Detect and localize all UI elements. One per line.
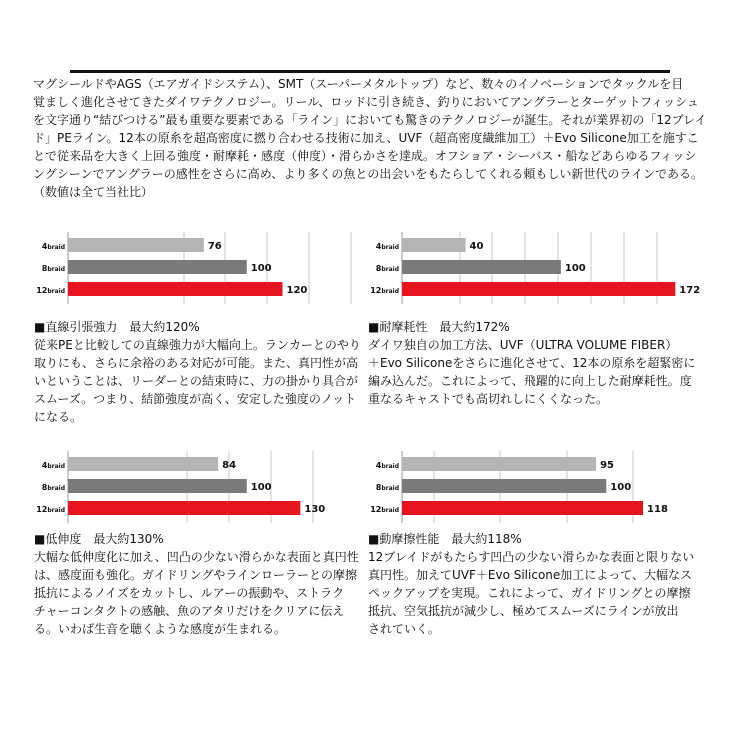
top-rule xyxy=(70,70,670,73)
section-line: ペックアップを実現。これによって、ガイドリングとの摩擦 xyxy=(368,586,691,600)
value-label: 100 xyxy=(610,482,632,493)
section-heading: ■動摩擦性能 最大約118% xyxy=(368,532,522,546)
section-abrasion-resistance xyxy=(368,318,702,408)
value-label: 120 xyxy=(286,285,308,296)
chart-dynamic-friction xyxy=(368,451,698,523)
section-line: 大幅な低伸度化に加え、凹凸の少ない滑らかな表面と真円性 xyxy=(34,550,359,564)
bar-4braid xyxy=(402,238,466,252)
abrasion-resistance-bar-chart xyxy=(368,232,701,304)
value-label: 172 xyxy=(679,285,701,296)
chart-tensile-strength xyxy=(34,232,364,304)
bar-8braid xyxy=(402,260,561,274)
category-label: 8braid xyxy=(375,264,399,273)
section-line: 従来PEと比較しての直線強力が大幅向上。ランカーとのやり xyxy=(34,338,361,352)
category-label: 4braid xyxy=(41,242,65,251)
dynamic-friction-bar-chart xyxy=(368,451,698,523)
value-label: 100 xyxy=(564,263,586,274)
bar-4braid xyxy=(68,457,218,471)
category-label: 12braid xyxy=(370,505,399,514)
category-label: 12braid xyxy=(36,505,65,514)
chart-low-elongation xyxy=(34,451,364,523)
intro-line: ド」PEライン。12本の原糸を超高密度に撚り合わせる技術に加え、UVF（超高密度繊維加工）＋Evo Silicone加工を施すこ xyxy=(33,131,699,145)
value-label: 40 xyxy=(469,241,484,252)
section-line: されていく。 xyxy=(368,622,440,636)
bar-8braid xyxy=(68,260,247,274)
intro-line: ングシーンでアングラーの感性をさらに高め、より多くの魚との出会いをもたらしてくれる頼もしい新世代のラインである。 xyxy=(33,167,703,181)
section-line: ダイワ独自の加工方法、UVF（ULTRA VOLUME FIBER） xyxy=(368,338,678,352)
category-label: 4braid xyxy=(41,461,65,470)
section-line: ＋Evo Siliconeをさらに進化させて、12本の原糸を超緊密に xyxy=(368,356,696,370)
section-line: 重なるキャストでも高切れしにくくなった。 xyxy=(368,392,609,406)
chart-abrasion-resistance xyxy=(368,232,701,304)
category-label: 12braid xyxy=(370,286,399,295)
category-label: 4braid xyxy=(375,242,399,251)
bar-4braid xyxy=(68,238,204,252)
section-line: になる。 xyxy=(34,410,83,424)
value-label: 100 xyxy=(250,482,272,493)
low-elongation-bar-chart xyxy=(34,451,364,523)
section-line: いということは、リーダーとの結束時に、力の掛かり具合が xyxy=(34,374,359,388)
section-line: チャーコンタクトの感触、魚のアタリだけをクリアに伝え xyxy=(34,604,345,618)
section-line: る。いわば生音を聴くような感度が生まれる。 xyxy=(34,622,287,636)
section-dynamic-friction xyxy=(368,530,702,638)
value-label: 84 xyxy=(222,460,237,471)
bar-12braid xyxy=(68,501,300,515)
bar-12braid xyxy=(68,282,283,296)
section-tensile-strength xyxy=(34,318,364,426)
intro-line: を文字通り“結びつける”最も重要な要素である「ライン」においても驚きのテクノロジーが誕生。それが業界初の「12ブレイ xyxy=(33,113,707,127)
value-label: 95 xyxy=(600,460,614,471)
section-line: 抵抗によるノイズをカットし、ルアーの振動や、ストラク xyxy=(34,586,345,600)
section-heading: ■低伸度 最大約130% xyxy=(34,532,164,546)
section-line: は、感度面も強化。ガイドリングやラインローラーとの摩擦 xyxy=(34,568,358,582)
section-line: 編み込んだ。これによって、飛躍的に向上した耐摩耗性。度 xyxy=(368,374,692,388)
value-label: 76 xyxy=(207,241,222,252)
intro-line: 覚ましく進化させてきたダイワテクノロジー。リール、ロッドに引き続き、釣りにおいてアングラーとターゲットフィッシュ xyxy=(33,95,699,109)
value-label: 100 xyxy=(250,263,272,274)
value-label: 118 xyxy=(647,504,668,515)
section-line: 真円性。加えてUVF＋Evo Silicone加工によって、大幅なス xyxy=(368,568,693,582)
bar-8braid xyxy=(402,479,606,493)
category-label: 8braid xyxy=(375,483,399,492)
category-label: 4braid xyxy=(375,461,399,470)
section-line: 抵抗、空気抵抗が減少し、極めてスムーズにラインが放出 xyxy=(368,604,679,618)
section-low-elongation xyxy=(34,530,364,638)
category-label: 8braid xyxy=(41,483,65,492)
tensile-strength-bar-chart xyxy=(34,232,364,304)
value-label: 130 xyxy=(304,504,326,515)
intro-line: マグシールドやAGS（エアガイドシステム）、SMT（スーパーメタルトップ）など、数々のイノベーションでタックルを目 xyxy=(33,77,684,91)
intro-note: （数値は全て当社比） xyxy=(33,185,154,199)
intro-text xyxy=(33,75,707,201)
section-heading: ■耐摩耗性 最大約172% xyxy=(368,320,510,334)
category-label: 12braid xyxy=(36,286,65,295)
bar-12braid xyxy=(402,501,643,515)
section-line: スムーズ。つまり、結節強度が高く、安定した強度のノット xyxy=(34,392,357,406)
bar-8braid xyxy=(68,479,247,493)
bar-4braid xyxy=(402,457,596,471)
section-line: 取りにも、さらに余裕のある対応が可能。また、真円性が高 xyxy=(34,356,359,370)
category-label: 8braid xyxy=(41,264,65,273)
section-line: 12ブレイドがもたらす凹凸の少ない滑らかな表面と限りない xyxy=(368,550,695,564)
section-heading: ■直線引張強力 最大約120% xyxy=(34,320,200,334)
bar-12braid xyxy=(402,282,675,296)
intro-line: とで従来品を大きく上回る強度・耐摩耗・感度（伸度）・滑らかさを達成。オフショア・シーバス・船などあらゆるフィッシ xyxy=(33,149,697,163)
